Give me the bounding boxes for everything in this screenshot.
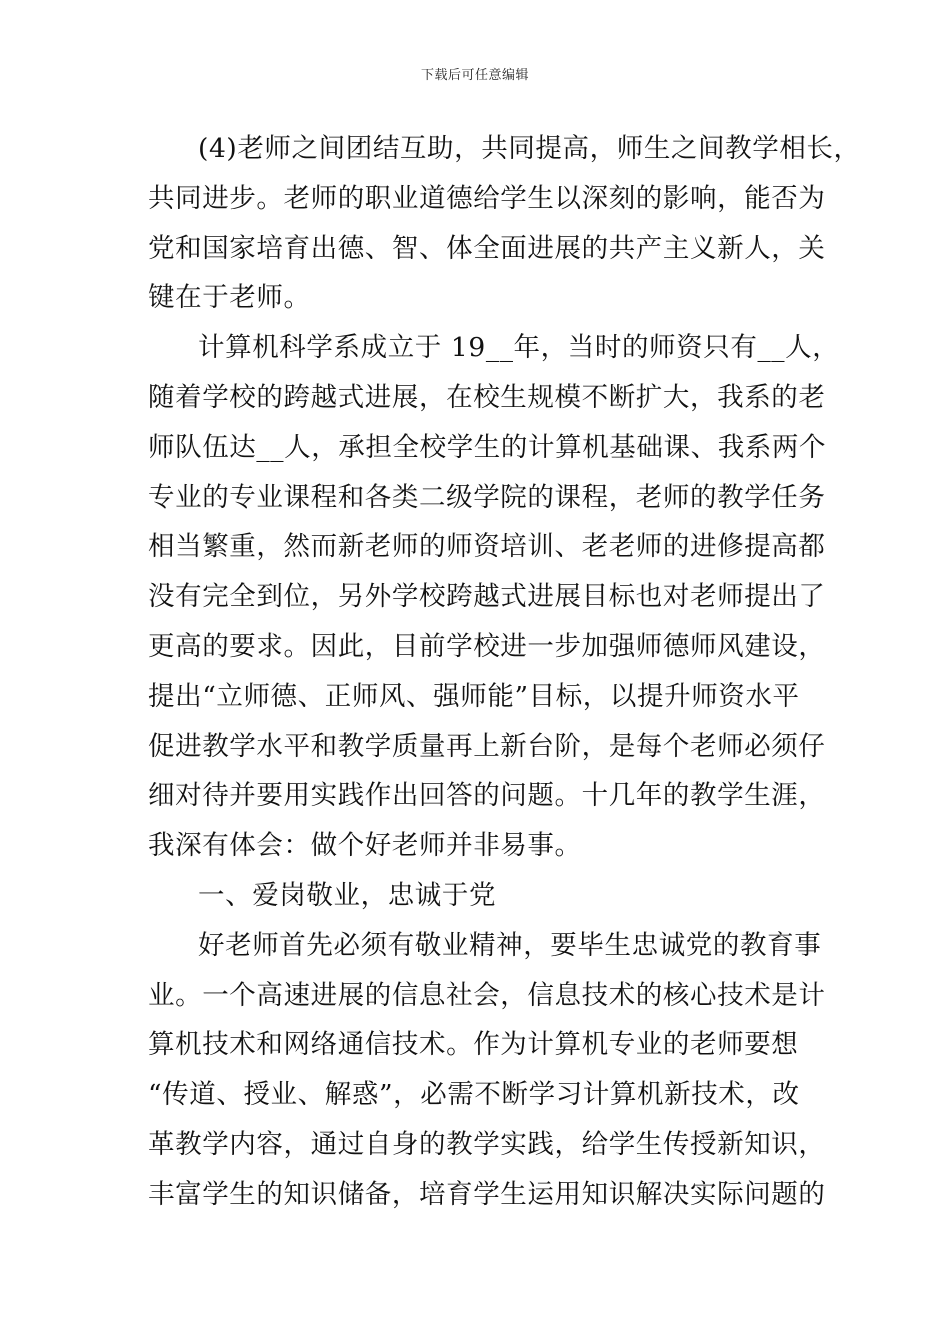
text-line: 师队伍达__人，承担全校学生的计算机基础课、我系两个 (148, 431, 827, 463)
text-line: 党和国家培育出德、智、体全面进展的共产主义新人，关 (148, 232, 826, 264)
text-line: 我深有体会：做个好老师并非易事。 (148, 830, 582, 862)
text-line: 相当繁重，然而新老师的师资培训、老老师的进修提高都 (148, 531, 826, 563)
text-line: “传道、授业、解惑”，必需不断学习计算机新技术，改 (148, 1079, 800, 1111)
section-heading: 一、爱岗敬业，忠诚于党 (198, 879, 497, 911)
document-body (148, 124, 861, 1220)
text-line: 算机技术和网络通信技术。作为计算机专业的老师要想 (148, 1029, 799, 1061)
text-line: (4)老师之间团结互助，共同提高，师生之间教学相长， (198, 133, 861, 164)
text-line: 键在于老师。 (148, 282, 311, 314)
page-header: 下载后可任意编辑 (420, 68, 529, 83)
text-line: 更高的要求。因此，目前学校进一步加强师德师风建设， (148, 630, 826, 662)
text-line: 提出“立师德、正师风、强师能”目标，以提升师资水平 (148, 680, 800, 712)
text-line: 随着学校的跨越式进展，在校生规模不断扩大，我系的老 (148, 381, 826, 413)
text-line: 专业的专业课程和各类二级学院的课程，老师的教学任务 (148, 481, 826, 513)
text-line: 革教学内容，通过自身的教学实践，给学生传授新知识， (148, 1128, 826, 1160)
text-line: 促进教学水平和教学质量再上新台阶，是每个老师必须仔 (148, 730, 826, 762)
text-line: 共同进步。老师的职业道德给学生以深刻的影响，能否为 (148, 182, 826, 214)
text-line: 细对待并要用实践作出回答的问题。十几年的教学生涯， (148, 780, 826, 812)
text-line: 没有完全到位，另外学校跨越式进展目标也对老师提出了 (148, 581, 826, 613)
text-line: 业。一个高速进展的信息社会，信息技术的核心技术是计 (148, 979, 826, 1011)
text-line: 计算机科学系成立于 19__年，当时的师资只有__人， (198, 332, 840, 364)
text-line: 丰富学生的知识储备，培育学生运用知识解决实际问题的 (148, 1178, 826, 1210)
text-line: 好老师首先必须有敬业精神，要毕生忠诚党的教育事 (198, 929, 822, 961)
